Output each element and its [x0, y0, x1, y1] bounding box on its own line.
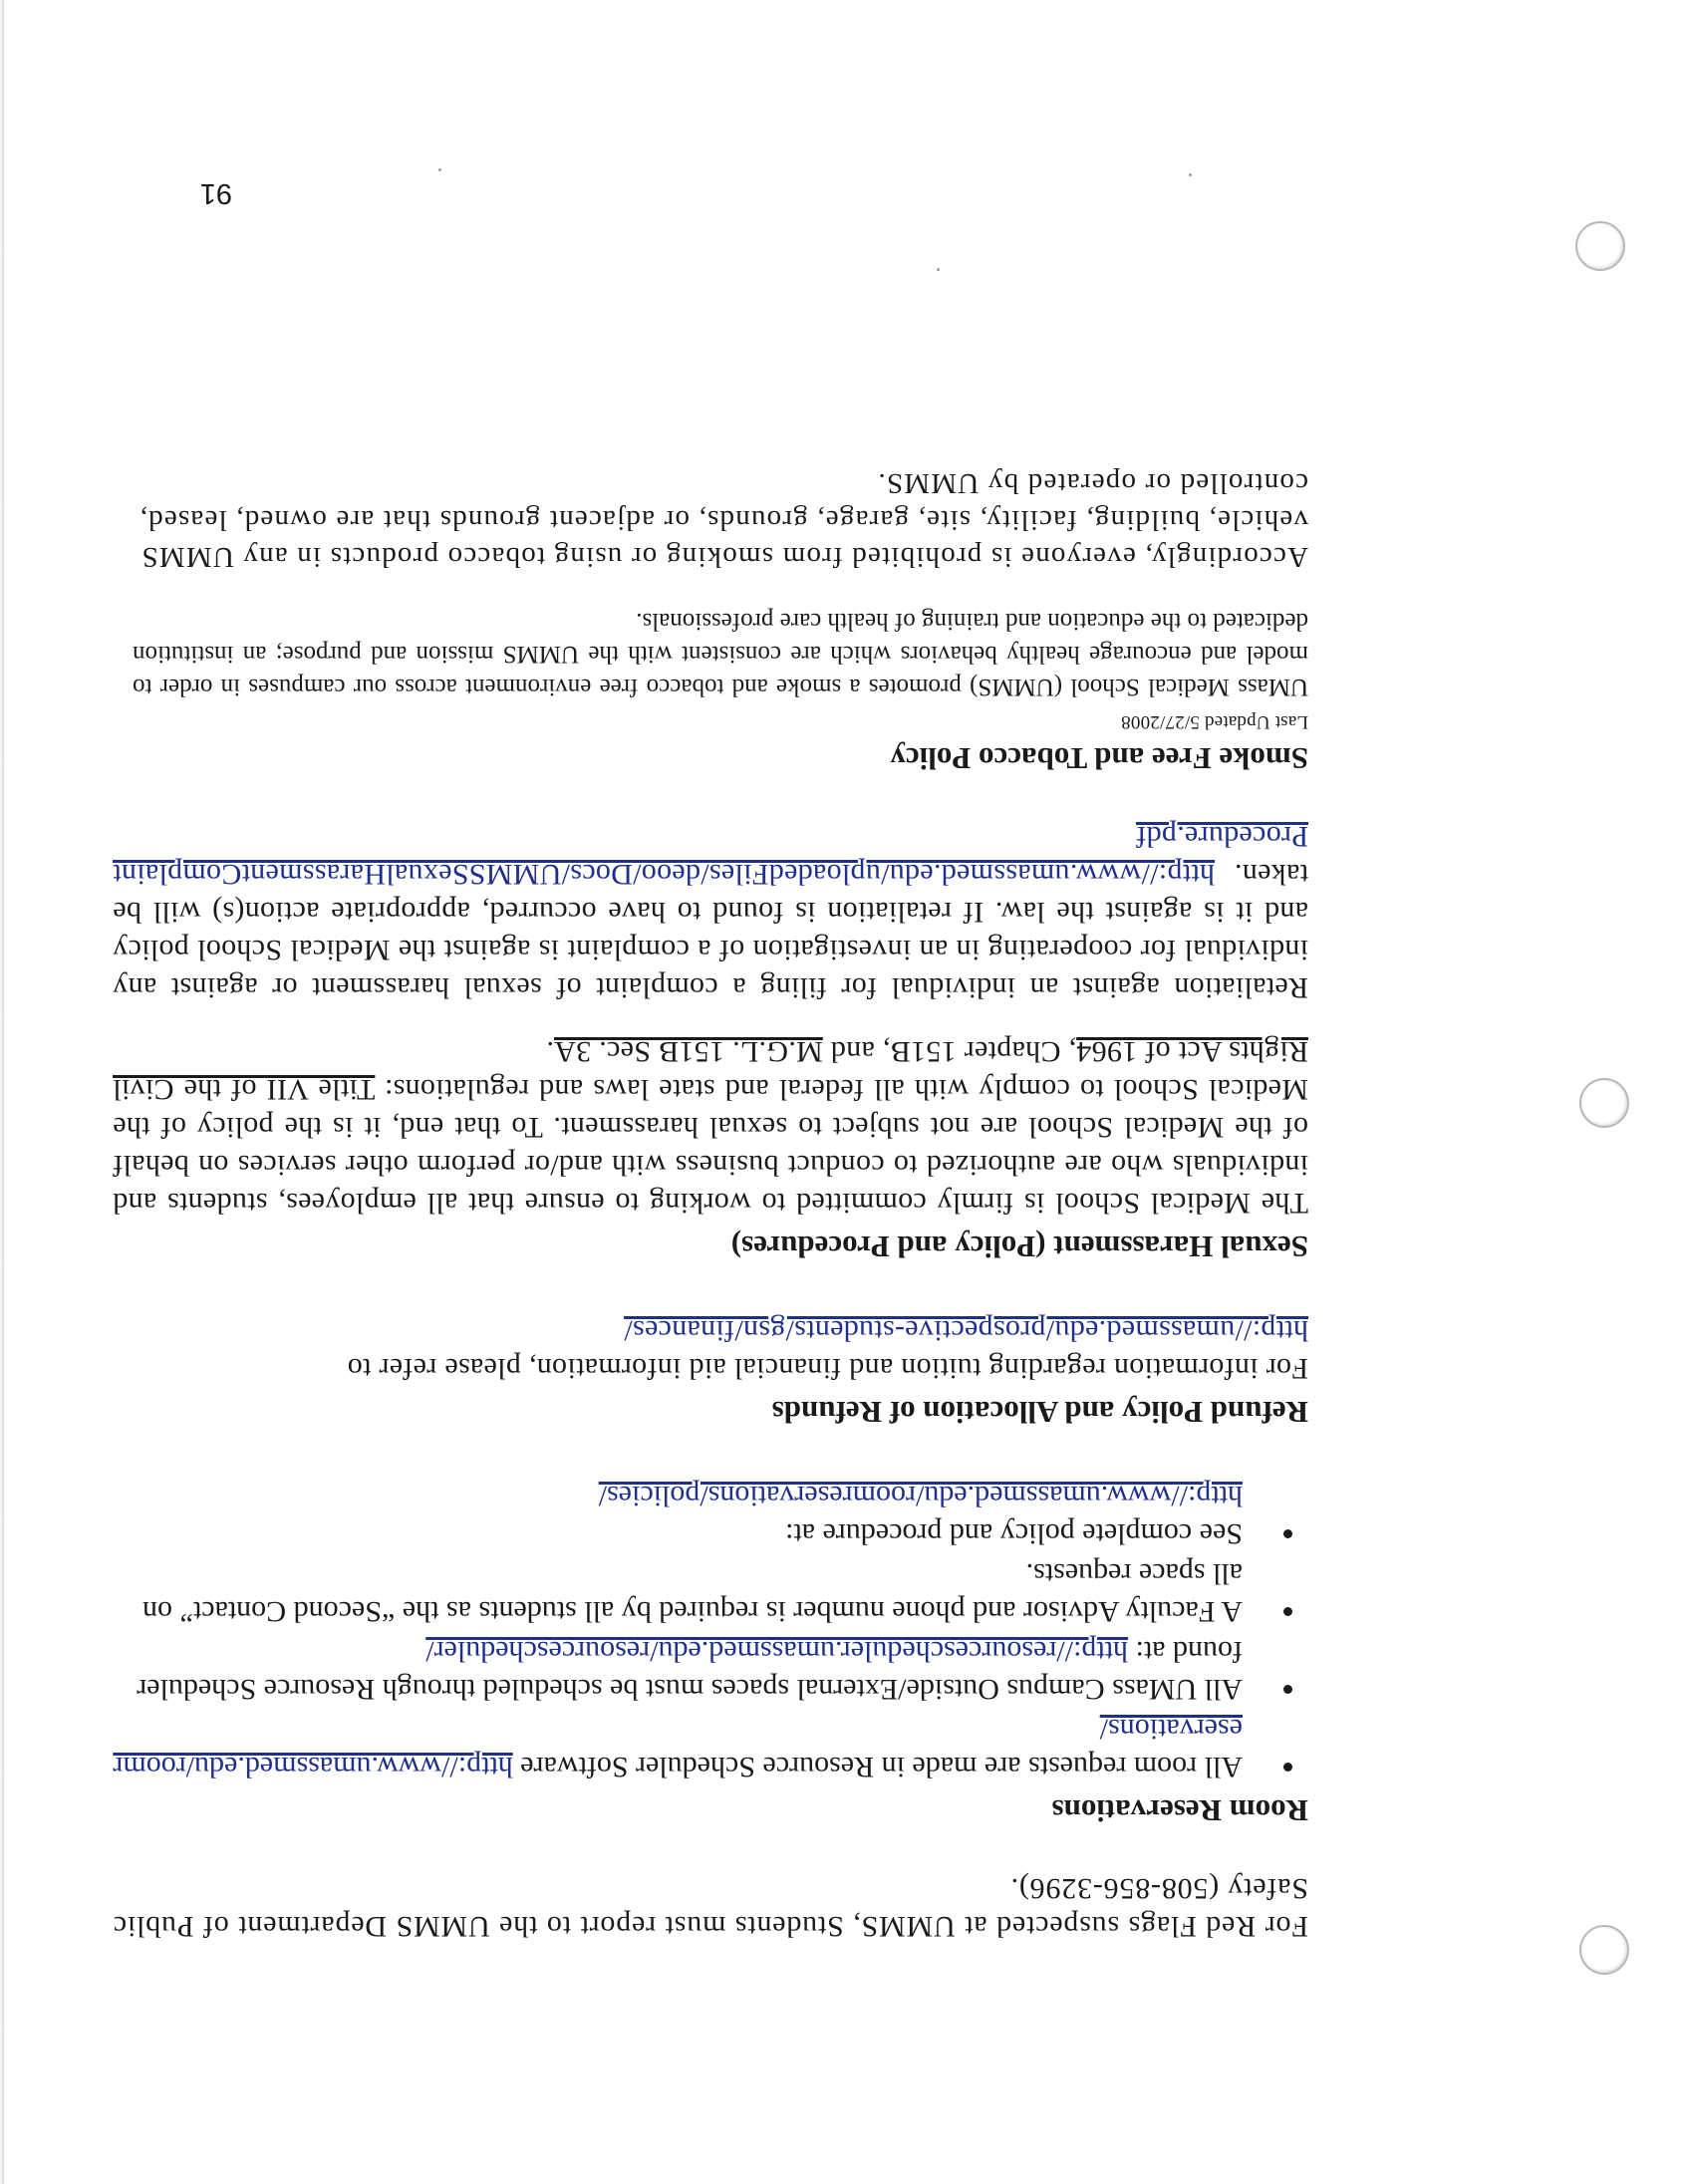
refund-policy-heading: Refund Policy and Allocation of Refunds [771, 1395, 1308, 1430]
red-flags-text: For Red Flags suspected at UMMS, Students must report to the UMMS Department of Public Safety [113, 1872, 1308, 1943]
harassment-policy-middle: , Chapter 151B, and [822, 1035, 1077, 1068]
public-safety-phone: (508-856-3296) [1018, 1872, 1220, 1905]
binder-hole-top [1579, 1925, 1629, 1975]
retaliation-text: Retaliation against an individual for filing a complaint of sexual harassment or against any individual for cooperating in an investigation of a complaint is against the Medical School policy and it is against the law. If retaliation is found to have occurred, appropriate action(s) will be taken. [113, 858, 1308, 1004]
smoke-free-paragraph-2: Accordingly, everyone is prohibited from smoking or using tobacco products in any UMMS vehicle, building, facility, site, garage, grounds, or adjacent grounds that are owned, leased, controlled or operated by UMMS. [139, 467, 1308, 573]
scan-speck [1189, 173, 1192, 176]
room-reservations-link[interactable]: http://www.umassmed.edu/roomreservations/ [113, 1713, 1243, 1783]
list-item-text: A Faculty Advisor and phone number is required by all students as the “Second Contact” on all space requests. [142, 1557, 1243, 1628]
sexual-harassment-paragraph-2 [113, 817, 1308, 1006]
room-reservations-list [113, 1477, 1308, 1785]
resource-scheduler-link[interactable]: http://resourcescheduler.umassmed.edu/resourcescheduler/ [425, 1635, 1129, 1668]
scan-edge-shadow [0, 0, 4, 2184]
binder-hole-bottom [1575, 221, 1625, 271]
finances-link[interactable]: http://umassmed.edu/prospective-students/gsn/finances/ [624, 1314, 1308, 1347]
list-item [113, 1710, 1243, 1785]
harassment-policy-text: The Medical School is firmly committed to working to ensure that all employees, students and individuals who are authorized to conduct business with and/or perform other services on behalf of the Medical School are not subject to sexual harassment. To that end, it is the policy of the Medical School to comply with all federal and state laws and regulations: [113, 1073, 1308, 1220]
binder-hole-middle [1579, 1078, 1629, 1128]
room-policies-link[interactable]: http://www.umassmed.edu/roomreservations/policies/ [598, 1480, 1243, 1512]
bullet-icon [1283, 1763, 1292, 1772]
last-updated-date: Last Updated 5/27/2008 [1120, 711, 1308, 732]
list-item [113, 1632, 1243, 1708]
sexual-harassment-heading: Sexual Harassment (Policy and Procedures) [730, 1229, 1308, 1264]
refund-policy-paragraph [113, 1311, 1308, 1387]
red-flags-paragraph [113, 1869, 1308, 1945]
smoke-free-heading: Smoke Free and Tobacco Policy [890, 741, 1308, 776]
room-reservations-heading: Room Reservations [1051, 1793, 1308, 1828]
list-item [113, 1554, 1243, 1630]
bullet-icon [1283, 1529, 1292, 1538]
sexual-harassment-paragraph-1 [113, 1032, 1308, 1222]
scan-speck [438, 168, 441, 171]
harassment-complaint-procedure-link[interactable]: http://www.umassmed.edu/uploadedFiles/deoo/Docs/UMMSSexualHarassmentComplaintProcedure.pdf [113, 820, 1308, 891]
refund-policy-text: For information regarding tuition and financial aid information, please refer to [347, 1352, 1308, 1385]
list-item [113, 1477, 1243, 1552]
bullet-icon [1283, 1607, 1292, 1616]
list-item-text: See complete policy and procedure at: [785, 1517, 1243, 1550]
scan-speck [937, 268, 940, 271]
bullet-icon [1283, 1685, 1292, 1694]
list-item-text: All UMass Campus Outside/External spaces must be scheduled through Resource Scheduler found at: [137, 1635, 1243, 1706]
page-number: 91 [199, 177, 232, 209]
smoke-free-paragraph-1: UMass Medical School (UMMS) promotes a smoke and tobacco free environment across our campuses in order to model and encourage healthy behaviors which are consistent with the UMMS mission and purpose; an institution dedicated to the education and training of health care professionals. [133, 608, 1308, 700]
title-vii-reference: Title VII of the Civil Rights Act of 1964 [113, 1035, 1308, 1106]
red-flags-period: . [1009, 1872, 1019, 1905]
list-item-text: All room requests are made in Resource Scheduler Software [512, 1751, 1243, 1783]
mgl-reference: M.G.L. 151B Sec. 3A [553, 1035, 823, 1068]
harassment-policy-end: . [546, 1035, 554, 1068]
page-content [113, 464, 1308, 1945]
